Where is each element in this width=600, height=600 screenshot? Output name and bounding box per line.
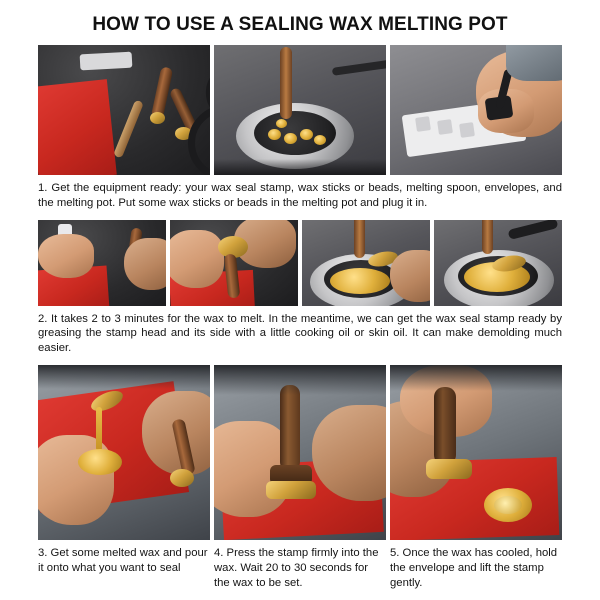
photo-equipment-layout [38, 45, 210, 175]
step-1-caption: 1. Get the equipment ready: your wax seal stamp, wax sticks or beads, melting spoon, envelopes, and the melting pot. Put some wax sticks or beads in the melting pot and plug it in. [38, 182, 562, 209]
step-captions-row [38, 546, 562, 591]
photo-lifting-stamp [390, 365, 562, 540]
step-4-caption: 4. Press the stamp firmly into the wax. Wait 20 to 30 seconds for the wax to be set. [214, 546, 379, 589]
photo-pot-with-beads [214, 45, 386, 175]
photo-pressing-stamp [214, 365, 386, 540]
photo-row-1 [38, 45, 562, 175]
step-5-caption: 5. Once the wax has cooled, hold the envelope and lift the stamp gently. [390, 546, 558, 589]
step-2-caption: 2. It takes 2 to 3 minutes for the wax to melt. In the meantime, we can get the wax seal stamp ready by greasing the stamp head and its side with a little cooking oil or skin oil. It can make demolding much easier. [38, 312, 562, 355]
photo-row-2 [38, 220, 562, 306]
page-title: HOW TO USE A SEALING WAX MELTING POT [92, 14, 508, 35]
step-3-caption: 3. Get some melted wax and pour it onto what you want to seal [38, 546, 208, 574]
photo-oil-and-stamp [38, 220, 166, 306]
photo-greasing-stamp [170, 220, 298, 306]
photo-scooping-wax [302, 220, 430, 306]
photo-pouring-wax [38, 365, 210, 540]
photo-plug-in-power-strip [390, 45, 562, 175]
photo-melted-wax-in-pot [434, 220, 562, 306]
photo-row-3 [38, 365, 562, 540]
